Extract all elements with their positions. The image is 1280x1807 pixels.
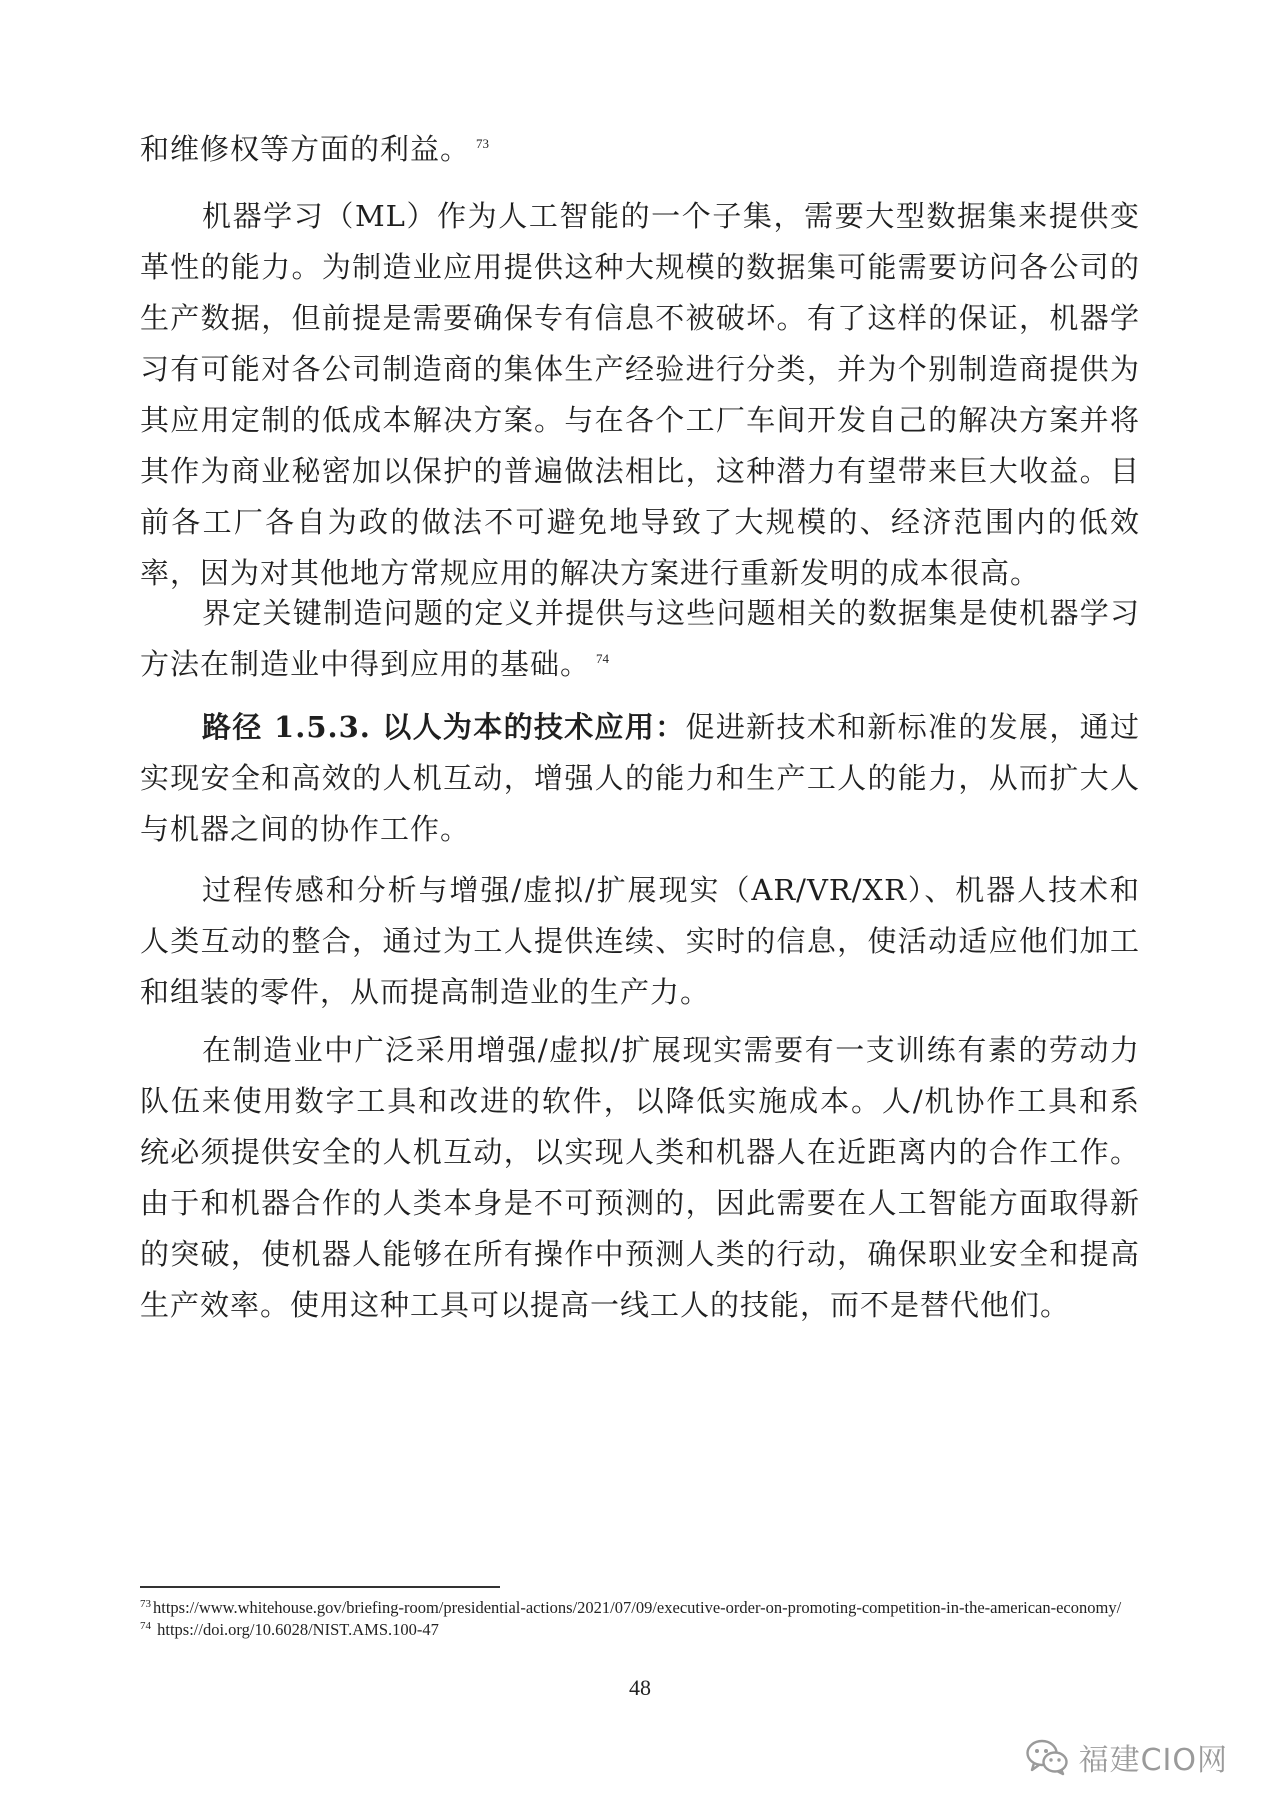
footnote-divider — [140, 1586, 500, 1588]
footnotes — [140, 1598, 1140, 1642]
page-number: 48 — [629, 1675, 651, 1700]
footnote-74 — [140, 1620, 1140, 1640]
footnote-73 — [140, 1598, 1140, 1618]
footnote-link[interactable]: https://www.whitehouse.gov/briefing-room/presidential-actions/2021/07/09/executive-order-on-promoting-competition-in-the-american-economy/ — [153, 1598, 1122, 1617]
footnote-reference[interactable]: 74 — [596, 651, 610, 667]
paragraph-workforce: 在制造业中广泛采用增强/虚拟/扩展现实需要有一支训练有素的劳动力队伍来使用数字工具和改进的软件，以降低实施成本。人/机协作工具和系统必须提供安全的人机互动，以实现人类和机器人在近距离内的合作工作。由于和机器合作的人类本身是不可预测的，因此需要在人工智能方面取得新的突破，使机器人能够在所有操作中预测人类的行动，确保职业安全和提高生产效率。使用这种工具可以提高一线工人的技能，而不是替代他们。 — [140, 1033, 1140, 1322]
paragraph-pathway-1-5-3 — [140, 702, 1140, 855]
wechat-icon — [1025, 1737, 1069, 1777]
footnote-number: 74 — [140, 1619, 151, 1632]
watermark — [1025, 1735, 1228, 1779]
paragraph-text: 界定关键制造问题的定义并提供与这些问题相关的数据集是使机器学习方法在制造业中得到应用的基础。 — [140, 596, 1140, 681]
watermark-text: 福建CIO网 — [1078, 1743, 1228, 1778]
paragraph-text: 促进新技术和新标准的发展，通过实现安全和高效的人机互动，增强人的能力和生产工人的能力，从而扩大人与机器之间的协作工作。 — [140, 710, 1140, 846]
paragraph-ar-vr-xr: 过程传感和分析与增强/虚拟/扩展现实（AR/VR/XR）、机器人技术和人类互动的整合，通过为工人提供连续、实时的信息，使活动适应他们加工和组装的零件，从而提高制造业的生产力。 — [140, 873, 1140, 1009]
paragraph-continuation — [140, 124, 1140, 175]
paragraph-problem-definition — [140, 588, 1140, 690]
paragraph-machine-learning: 机器学习（ML）作为人工智能的一个子集，需要大型数据集来提供变革性的能力。为制造业应用提供这种大规模的数据集可能需要访问各公司的生产数据，但前提是需要确保专有信息不被破坏。有了这样的保证，机器学习有可能对各公司制造商的集体生产经验进行分类，并为个别制造商提供为其应用定制的低成本解决方案。与在各个工厂车间开发自己的解决方案并将其作为商业秘密加以保护的普遍做法相比，这种潜力有望带来巨大收益。目前各工厂各自为政的做法不可避免地导致了大规模的、经济范围内的低效率，因为对其他地方常规应用的解决方案进行重新发明的成本很高。 — [140, 199, 1140, 590]
pathway-heading: 路径 1.5.3. 以人为本的技术应用： — [202, 710, 686, 744]
footnote-reference[interactable]: 73 — [476, 136, 490, 152]
paragraph-text: 和维修权等方面的利益。 — [140, 132, 471, 166]
footnote-link[interactable]: https://doi.org/10.6028/NIST.AMS.100-47 — [153, 1620, 439, 1639]
footnote-number: 73 — [140, 1597, 151, 1610]
